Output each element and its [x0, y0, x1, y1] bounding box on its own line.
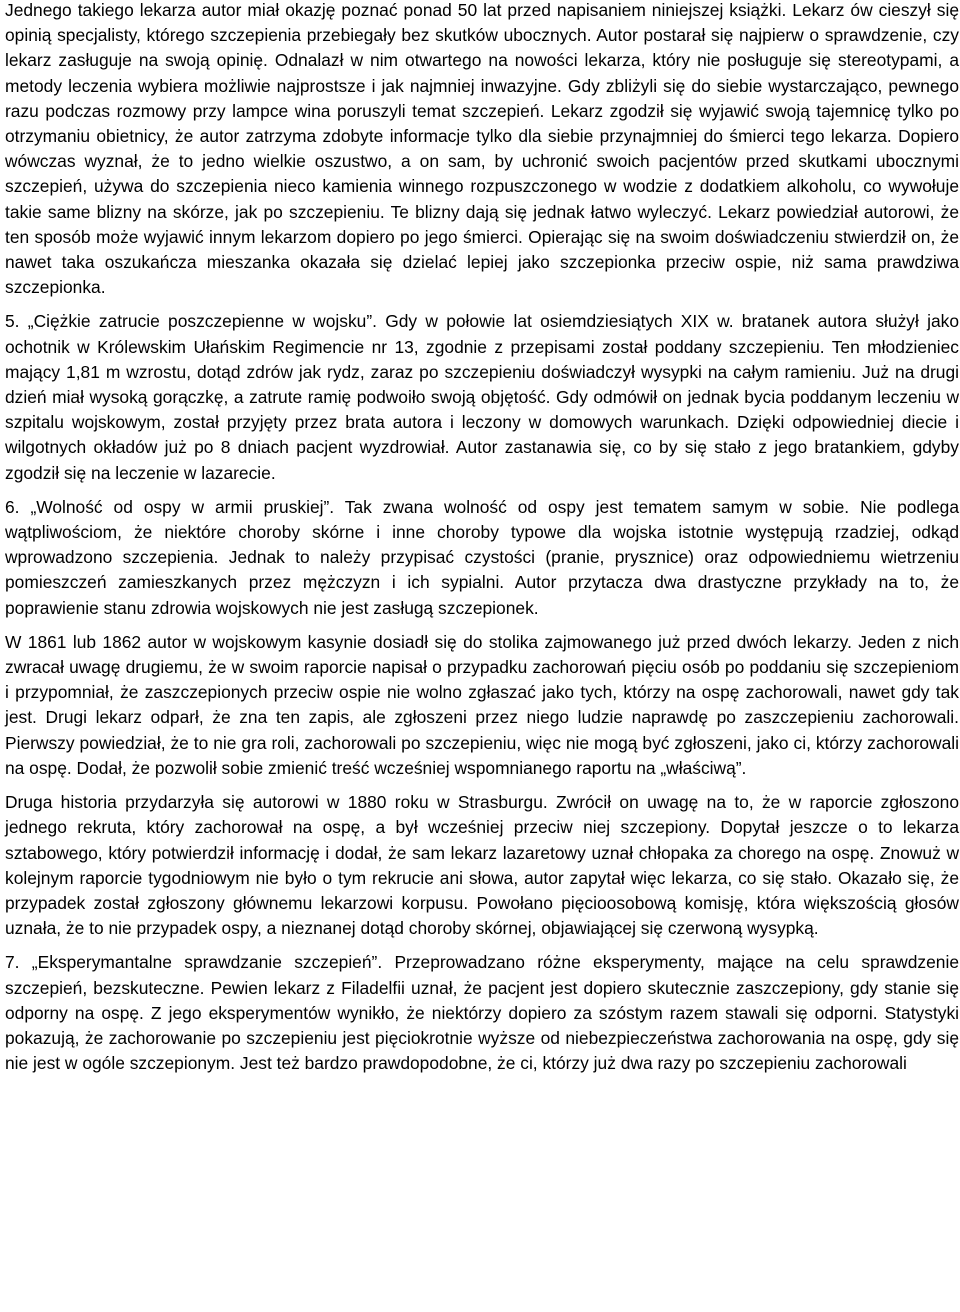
paragraph-section-6-prussian-army: 6. „Wolność od ospy w armii pruskiej”. Tak zwana wolność od ospy jest tematem samym w sobie. Nie podlega wątpliwościom, że niektóre choroby skórne i inne choroby typowe dla wojska istotnie występują rzadziej, odkąd wprowadzono szczepienia. Jednak to należy przypisać czystości (pranie, prysznice) oraz odpowiedniemu wietrzeniu pomieszczeń zamieszkanych przez mężczyzn i ich sypialni. Autor przytacza dwa drastyczne przykłady na to, że poprawienie stanu zdrowia wojskowych nie jest zasługą szczepionek. — [5, 496, 959, 618]
paragraph-strasbourg-story: Druga historia przydarzyła się autorowi w 1880 roku w Strasburgu. Zwrócił on uwagę na to, że w raporcie zgłoszono jednego rekruta, który zachorował na ospę, a był wcześniej przeciw niej szczepiony. Dopytał jeszcze o to lekarza sztabowego, który potwierdził informację i dodał, że sam lekarz lazaretowy uznał chłopaka za chorego na ospę. Znowuż w kolejnym raporcie tygodniowym nie było o tym rekrucie ani słowa, autor zapytał więc lekarza, co się stało. Okazało się, że przypadek został zgłoszony głównemu lekarzowi korpusu. Powołano pięcioosobową komisję, która większością głosów uznała, że to nie przypadek ospy, a nieznanej dotąd choroby skórnej, objawiającej się czerwoną wysypką. — [5, 792, 959, 939]
paragraph-doctor-secret: Jednego takiego lekarza autor miał okazję poznać ponad 50 lat przed napisaniem niniejszej książki. Lekarz ów cieszył się opinią specjalisty, którego szczepienia przebiegały bez skutków ubocznych. Autor postarał się najpierw o sprawdzenie, czy lekarz zasługuje na swoją opinię. Odnalazł w nim otwartego na nowości lekarza, który nie posługuje się stereotypami, a metody leczenia wybiera możliwie najprostsze i jak najmniej inwazyjne. Gdy zbliżyli się do siebie wystarczająco, pewnego razu podczas rozmowy przy lampce wina poruszyli temat szczepień. Lekarz zgodził się wyjawić swoją tajemnicę tylko po otrzymaniu obietnicy, że autor zatrzyma zdobyte informacje tylko dla siebie przynajmniej do śmierci tego lekarza. Dopiero wówczas wyznał, że to jedno wielkie oszustwo, a on sam, by uchronić swoich pacjentów przed skutkami ubocznymi szczepień, używa do szczepienia nieco kamienia winnego rozpuszczonego w wodzie z dodatkiem alkoholu, co wywołuje takie same blizny na skórze, jak po szczepieniu. Te blizny dają się jednak łatwo wyleczyć. Lekarz powiedział autorowi, że ten sposób może wyjawić innym lekarzom dopiero po jego śmierci. Opierając się na swoim doświadczeniu stwierdził on, że nawet taka oszukańcza mieszanka okazała się dzielać lepiej jako szczepionka przeciw ospie, niż sama prawdziwa szczepionka. — [5, 0, 959, 298]
paragraph-section-7-experiments: 7. „Eksperymantalne sprawdzanie szczepień”. Przeprowadzano różne eksperymenty, mające na celu sprawdzenie szczepień, bezskuteczne. Pewien lekarz z Filadelfii uznał, że pacjent jest dopiero skutecznie zaszczepiony, gdy stanie się odporny na ospę. Z jego eksperymentów wynikło, że niektórzy dopiero za szóstym razem stawali się odporni. Statystyki pokazują, że zachorowanie po szczepieniu jest pięciokrotnie wyższe od niebezpieczeństwa zachorowania na ospę, gdy się nie jest w ogóle szczepionym. Jest też bardzo prawdopodobne, że ci, którzy już dwa razy po szczepieniu zachorowali — [5, 952, 959, 1074]
document-page — [5, 0, 959, 1085]
paragraph-casino-story: W 1861 lub 1862 autor w wojskowym kasynie dosiadł się do stolika zajmowanego już przed dwóch lekarzy. Jeden z nich zwracał uwagę drugiemu, że w swoim raporcie napisał o przypadku zachorowań pięciu osób po poddaniu się szczepieniom i przypomniał, że zaszczepionych przeciw ospie nie wolno zgłaszać jako tych, którzy na ospę zachorowali, nawet gdy tak jest. Drugi lekarz odparł, że zna ten zapis, ale zgłoszeni przez niego ludzie naprawdę po zaszczepieniu zachorowali. Pierwszy powiedział, że to nie gra roli, zachorowali po szczepieniu, więc nie mogą być zgłoszeni, jako ci, którzy zachorowali na ospę. Dodał, że pozwolił sobie zmienić treść wcześniej wspomnianego raportu na „właściwą”. — [5, 631, 959, 778]
paragraph-section-5-poisoning: 5. „Ciężkie zatrucie poszczepienne w wojsku”. Gdy w połowie lat osiemdziesiątych XIX w. bratanek autora służył jako ochotnik w Królewskim Ułańskim Regimencie nr 13, zgodnie z przepisami został poddany szczepieniu. Ten młodzieniec mający 1,81 m wzrostu, dotąd zdrów jak rydz, zaraz po szczepieniu doświadczył wysypki na całym ramieniu. Już na drugi dzień miał wysoką gorączkę, a zatrute ramię podwoiło swoją objętość. Gdy odmówił on jednak bycia poddanym leczeniu w szpitalu wojskowym, został przyjęty przez brata autora i leczony w domowych warunkach. Dzięki odpowiedniej diecie i wilgotnych okładów już po 8 dniach pacjent wyzdrowiał. Autor zastanawia się, co by się stało z jego bratankiem, gdyby zgodził się na leczenie w lazarecie. — [5, 311, 959, 483]
